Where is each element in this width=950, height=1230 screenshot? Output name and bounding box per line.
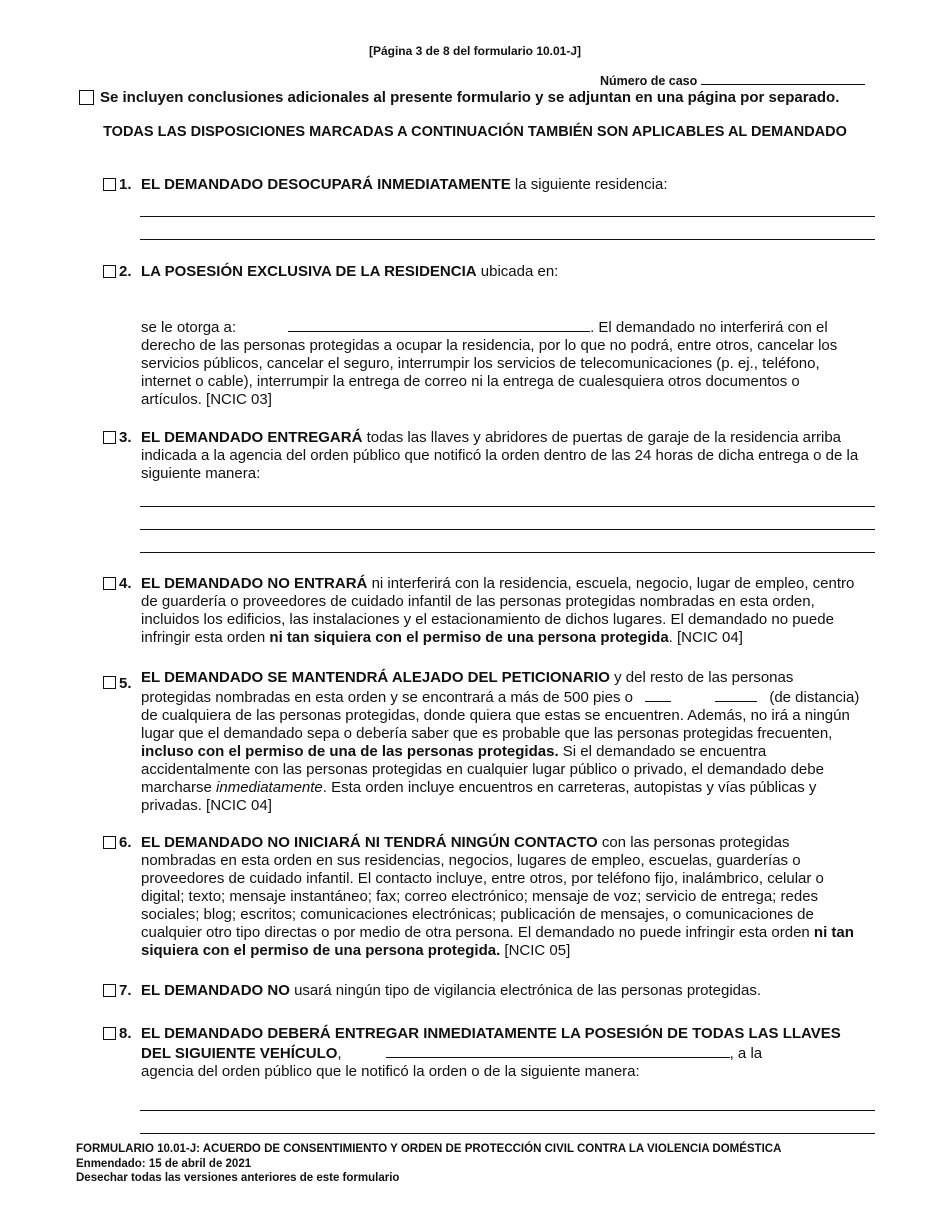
provision-7-checkbox[interactable] xyxy=(103,984,116,997)
provision-number: 7. xyxy=(119,982,132,999)
provision-2 xyxy=(103,263,863,281)
provision-5 xyxy=(103,669,863,815)
provision-2-checkbox[interactable] xyxy=(103,265,116,278)
provision-heading: EL DEMANDADO NO xyxy=(141,982,290,999)
provision-text: y del resto de las personas protegidas nombradas en esta orden y se encontrará a más de 500 pies o xyxy=(141,669,794,706)
provision-emphasis: incluso con el permiso de una de las personas protegidas. xyxy=(141,743,559,760)
provision-2-continued xyxy=(103,317,863,409)
additional-findings-label: Se incluyen conclusiones adicionales al presente formulario y se adjuntan en una página por separado. xyxy=(100,89,840,106)
provision-heading: EL DEMANDADO NO ENTRARÁ xyxy=(141,575,368,592)
case-number-field[interactable] xyxy=(600,72,865,88)
provision-emphasis: ni tan siquiera con el permiso de una persona protegida. xyxy=(141,924,854,959)
provision-heading: EL DEMANDADO DESOCUPARÁ INMEDIATAMENTE xyxy=(141,176,511,193)
provision-number: 5. xyxy=(119,675,132,692)
fill-line[interactable] xyxy=(140,239,875,240)
provision-italic: inmediatamente xyxy=(216,779,323,796)
provision-text: la siguiente residencia: xyxy=(510,176,668,193)
provision-3-checkbox[interactable] xyxy=(103,431,116,444)
provision-text: . [NCIC 04] xyxy=(668,629,743,646)
vehicle-blank[interactable] xyxy=(386,1043,730,1058)
provision-text: con las personas protegidas nombradas en esta orden en sus residencias, negocios, lugares de empleo, escuelas, guarderías o proveedores de cuidado infantil. El contacto incluye, entre otros, por teléfono fijo, inalámbrico, celular o digital; texto; mensaje instantáneo; fax; correo electrónico; mensaje de voz; servicio de entrega; redes sociales; blog; escritos; comunicaciones electrónicas; publicación de mensajes, o comunicaciones de cualquier otro tipo directas o por medio de otra persona. El demandado no puede infringir esta orden xyxy=(141,834,824,941)
provision-heading: EL DEMANDADO ENTREGARÁ xyxy=(141,429,363,446)
provision-heading: EL DEMANDADO NO INICIARÁ NI TENDRÁ NINGÚN CONTACTO xyxy=(141,834,598,851)
form-name: FORMULARIO 10.01-J: ACUERDO DE CONSENTIMIENTO Y ORDEN DE PROTECCIÓN CIVIL CONTRA LA VIOLENCIA DOMÉSTICA xyxy=(76,1143,782,1155)
additional-findings-checkbox[interactable] xyxy=(79,90,94,105)
provision-4-checkbox[interactable] xyxy=(103,577,116,590)
case-number-label: Número de caso xyxy=(600,74,698,88)
granted-to-blank[interactable] xyxy=(288,317,590,332)
provision-text: Si el demandado se encuentra accidentalmente con las personas protegidas en cualquier lugar público o privado, el demandado debe marcharse xyxy=(141,743,824,796)
provision-text: todas las llaves y abridores de puertas de garaje de la residencia arriba indicada a la agencia del orden público que notificó la orden dentro de las 24 horas de dicha entrega o de la siguiente manera: xyxy=(141,429,859,482)
provision-text: , a la xyxy=(729,1045,763,1062)
granted-to-label: se le otorga a: xyxy=(141,319,237,336)
provision-text: derecho de las personas protegidas a ocupar la residencia, por lo que no podrá, entre otros, cancelar los servicios públicos, cancelar el seguro, interrumpir los servicios de telecomunicaciones (p. ej., teléfono, internet o cable), interrumpir la entrega de correo ni la entrega de cualesquiera otros documentos o artículos. [NCIC 03] xyxy=(141,337,838,408)
provision-number: 6. xyxy=(119,834,132,851)
provision-text: agencia del orden público que le notificó la orden o de la siguiente manera: xyxy=(141,1063,640,1080)
provision-text: . Esta orden incluye encuentros en carreteras, autopistas y vías públicas y privadas. [NCIC 04] xyxy=(141,779,817,814)
provision-8-checkbox[interactable] xyxy=(103,1027,116,1040)
provision-1-checkbox[interactable] xyxy=(103,178,116,191)
case-number-blank[interactable] xyxy=(701,72,865,85)
amended-date: Enmendado: 15 de abril de 2021 xyxy=(76,1157,252,1170)
provision-text: [NCIC 05] xyxy=(500,942,571,959)
provision-text: . El demandado no interferirá con el xyxy=(590,319,828,336)
provision-text: , xyxy=(337,1045,342,1062)
fill-line[interactable] xyxy=(140,506,875,507)
form-footer xyxy=(76,1142,781,1186)
fill-line[interactable] xyxy=(140,529,875,530)
provision-number: 3. xyxy=(119,429,132,446)
page-indicator: [Página 3 de 8 del formulario 10.01-J] xyxy=(368,44,582,58)
section-title: TODAS LAS DISPOSICIONES MARCADAS A CONTINUACIÓN TAMBIÉN SON APLICABLES AL DEMANDADO xyxy=(103,124,847,140)
discard-notice: Desechar todas las versiones anteriores de este formulario xyxy=(76,1172,400,1184)
provision-text: (de distancia) de cualquiera de las personas protegidas, donde quiera que estas se encuentren. Además, no irá a ningún lugar que el demandado sepa o debería saber que es probable que las personas protegidas frecuenten, xyxy=(141,689,860,742)
distance-unit-blank[interactable] xyxy=(715,687,757,702)
provision-emphasis: ni tan siquiera con el permiso de una persona protegida xyxy=(269,629,669,646)
provision-heading: EL DEMANDADO DEBERÁ ENTREGAR INMEDIATAMENTE LA POSESIÓN DE TODAS LAS LLAVES DEL SIGUIENTE VEHÍCULO xyxy=(141,1025,841,1062)
provision-1 xyxy=(103,176,863,194)
provision-heading: EL DEMANDADO SE MANTENDRÁ ALEJADO DEL PETICIONARIO xyxy=(141,669,610,686)
provision-number: 1. xyxy=(119,176,132,193)
additional-findings-row xyxy=(79,89,839,106)
fill-line[interactable] xyxy=(140,1110,875,1111)
provision-text: ubicada en: xyxy=(476,263,559,280)
provision-text: usará ningún tipo de vigilancia electrónica de las personas protegidas. xyxy=(289,982,762,999)
fill-line[interactable] xyxy=(140,216,875,217)
provision-8 xyxy=(103,1025,863,1081)
provision-3 xyxy=(103,429,863,483)
provision-text: ni interferirá con la residencia, escuela, negocio, lugar de empleo, centro de guardería o proveedores de cuidado infantil de las personas protegidas nombradas en esta orden, incluidos los edificios, las instalaciones y el estacionamiento de dichos lugares. El demandado no puede infringir esta orden xyxy=(141,575,855,646)
distance-blank[interactable] xyxy=(645,687,671,702)
fill-line[interactable] xyxy=(140,552,875,553)
provision-6 xyxy=(103,834,863,960)
provision-number: 8. xyxy=(119,1025,132,1042)
provision-7 xyxy=(103,982,863,1000)
provision-number: 2. xyxy=(119,263,132,280)
provision-4 xyxy=(103,575,863,647)
fill-line[interactable] xyxy=(140,1133,875,1134)
provision-heading: LA POSESIÓN EXCLUSIVA DE LA RESIDENCIA xyxy=(141,263,477,280)
provision-6-checkbox[interactable] xyxy=(103,836,116,849)
provision-5-checkbox[interactable] xyxy=(103,676,116,689)
provision-number: 4. xyxy=(119,575,132,592)
